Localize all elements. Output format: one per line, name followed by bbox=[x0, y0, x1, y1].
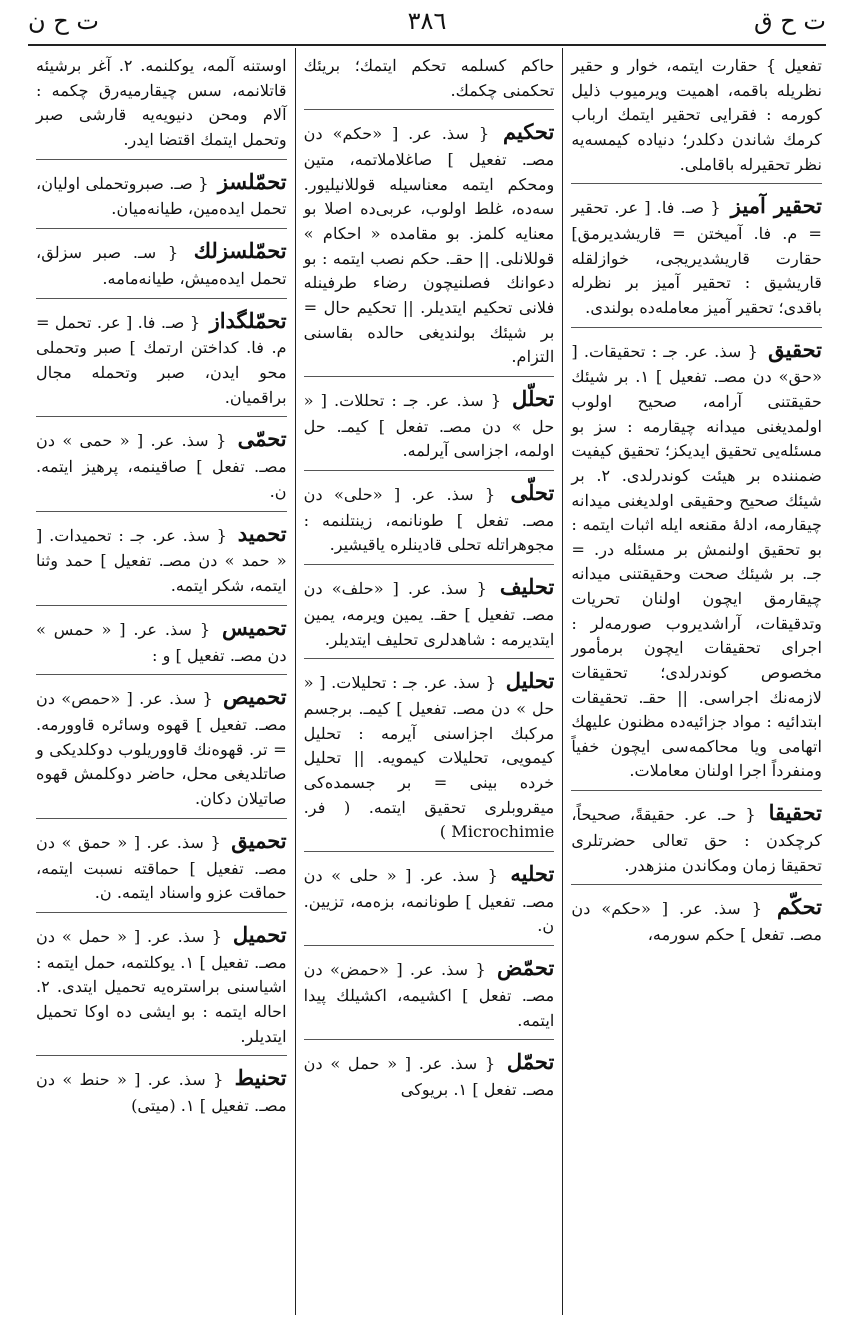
header-right-letters: ت ح ق bbox=[754, 7, 826, 35]
entry-definition: { سذ. عر. جـ : تحللات. [ « حل » دن مصـ. تفعل ] كيمـ. حل اولمه، اجزاسى آيرلمه. bbox=[303, 390, 555, 461]
page-header bbox=[28, 0, 826, 42]
entry-headword: تحمّلسز bbox=[217, 168, 287, 194]
dictionary-entry bbox=[571, 334, 822, 792]
entry-definition: { حـ. عر. حقيقةً، صحيحاً، كرچكدن : حق تعالى حضرتلرى تحقيقا زمان ومكاندن منزهدر. bbox=[571, 805, 822, 875]
dictionary-entry bbox=[36, 423, 287, 511]
dictionary-entry bbox=[571, 797, 822, 885]
entry-headword: تحكّم bbox=[777, 894, 822, 920]
entry-definition: { سذ. عر. [ «حمص» دن مصـ. تفعيل ] قهوه وسائره قاوورمه. = تر. قهوه‌نك قاووريلوب دوكلديكى و صاتلديغى محل، حاضر دوكلمش قهوه صاتيلان دكان. bbox=[35, 689, 287, 808]
dictionary-entry bbox=[571, 54, 822, 184]
entry-headword: تحمّلگداز bbox=[209, 307, 287, 333]
entry-definition: { صـ. فا. [ عر. تحقير = م. فا. آميختن = قاريشديرمق] حقارت قاريشديريجى، خوازلقله قاريشيق : تحقير آميز بر نظرله باقدى؛ تحقير آميز معامله‌ده بولندى. bbox=[571, 198, 822, 317]
dictionary-entry bbox=[304, 116, 555, 377]
entry-headword: تحنيط bbox=[234, 1065, 287, 1091]
entry-definition: حاكم كسلمه تحكم ايتمك؛ بريئك تحكمنى چكمك. bbox=[303, 56, 555, 100]
dictionary-entry bbox=[36, 681, 287, 818]
entry-definition: { سذ. عر. جـ : تحميدات. [ « حمد » دن مصـ. تفعيل ] حمد وثنا ايتمه، شكر ايتمه. bbox=[35, 525, 287, 596]
dictionary-entry bbox=[304, 383, 555, 471]
dictionary-entry bbox=[36, 1062, 287, 1125]
entry-headword: تحمّلسزلك bbox=[193, 238, 287, 264]
entry-headword: تحكيم bbox=[503, 119, 555, 145]
entry-headword: تحقير آميز bbox=[730, 193, 822, 219]
entry-definition: { سذ. عر. [ « حمل » دن مصـ. تفعيل ] ١. يوكلتمه، حمل ايتمه : اشياسنى براستره‌يه تحميل ايتدى. ٢. احاله ايتمه : بو ايشى ده اوكا تحميل ايتديلر. bbox=[35, 926, 287, 1046]
entry-definition: { سذ. عر. [ « حمى » دن مصـ. تفعل ] صاقينمه، پرهيز ايتمه. ن. bbox=[35, 431, 287, 501]
entry-definition: { سذ. عر. [ «حلف» دن مصـ. تفعيل ] حقـ. يمين ويرمه، يمين ايتديرمه : شاهدلرى تحليف ايتديلر. bbox=[303, 579, 555, 649]
entry-definition: { سـ. صبر سزلق، تحمل ايده‌ميش، طيانه‌مامه. bbox=[35, 243, 287, 288]
entry-headword: تحلّى bbox=[510, 479, 555, 505]
entry-definition: { سذ. عر. [ «حكم» دن مصـ. تفعل ] حكم سورمه، bbox=[571, 899, 822, 945]
entry-definition: { سذ. عر. [ «حلى» دن مصـ. تفعل ] طونانمه، زينتلنمه : مجوهراتله تحلى قادينلره ياقيشير. bbox=[303, 484, 555, 555]
entry-headword: تحمّل bbox=[506, 1049, 555, 1075]
entry-headword: تحميد bbox=[237, 520, 287, 546]
entry-definition: { سذ. عر. [ «حكم» دن مصـ. تفعيل ] صاغلاملاتمه، متين ومحكم ايتمه معناسيله قوللانيليور. سه‌ده، غلط اولوب، عربى‌ده اصلا بو معنايه كلمز. بو مقامده « احكام » قوللانلى. || حقـ. حكم نصب ايتمه : بو دعوانك فصلنيچون رضاء طرفينله فلانى تحكيم ايتديلر. || تحكيم حال = بر شيئك بولنديغى حالده بقاسنى التزام. bbox=[303, 124, 555, 367]
entry-headword: تحميل bbox=[232, 921, 287, 947]
dictionary-entry bbox=[304, 665, 555, 852]
entry-headword: تحقيقا bbox=[768, 800, 822, 826]
entry-headword: تحليف bbox=[499, 574, 555, 600]
entry-definition: { سذ. عر. [ « حنط » دن مصـ. تفعيل ] ١. (ميتى) bbox=[35, 1070, 287, 1116]
entry-definition: { صـ. صبروتحملى اوليان، تحمل ايده‌مين، طيانه‌ميان. bbox=[35, 173, 287, 219]
dictionary-entry bbox=[36, 518, 287, 606]
entry-headword: تحلّل bbox=[512, 385, 555, 411]
dictionary-entry bbox=[304, 477, 555, 565]
dictionary-entry bbox=[36, 166, 287, 230]
column-middle bbox=[296, 48, 564, 1315]
entry-definition: { سذ. عر. [ « حلى » دن مصـ. تفعيل ] طونانمه، بزه‌مه، تزيين. ن. bbox=[303, 865, 555, 936]
entry-definition: { سذ. عر. [ «حمض» دن مصـ. تفعل ] اكشيمه، اكشيلك پيدا ايتمه. bbox=[303, 960, 555, 1030]
dictionary-entry bbox=[36, 919, 287, 1056]
entry-headword: تحميس bbox=[222, 614, 287, 640]
page-number: ٣٨٦ bbox=[407, 7, 447, 35]
entry-definition: { سذ. عر. جـ : تحقيقات. [ «حق» دن مصـ. تفعيل ] ١. بر شيئك حقيقتنى آرامه، صحيح اولوب اولمديغنى ميدانه چيقارمه : سز بو مسئله‌يى تحقيق ايديكز؛ تحقيق كيفيت ضمننده بر هيئت كوندرلدى. ٢. بر شيئك صحيح وحقيقى اولديغنى ميدانه چيقارمه، ادلهٔ مقنعه ايله اثبات ايتمه : بو تحقيق اولنمش بر مسئله در. = جـ. بر شيئك صحت وحقيقتنى ميدانه چيقارمق ايچون اولنان تحريات وتدقيقات، آراشديروب صورمه‌لر : اجراى تحقيقات ايچون برمأمور مخصوص كوندرلدى؛ تحقيقات لازمه‌نك اجراسى. || حقـ. تحقيقات ابتدائيه : مواد جزائيه‌ده مظنون عليهك اتهامى ويا محاكمه‌سى ايچون خفياً ومنفرداً اجرا اولنان معاملات. bbox=[571, 341, 822, 781]
entry-definition: { صـ. فا. [ عر. تحمل = م. فا. كداختن ارتمك ] صبر وتحملى محو ايدن، صبر وتحمله مجال براقميان. bbox=[35, 312, 287, 407]
entry-headword: تحقيق bbox=[768, 336, 822, 362]
dictionary-entry bbox=[304, 1046, 555, 1109]
dictionary-entry bbox=[571, 190, 822, 327]
entry-headword: تحمّض bbox=[497, 955, 555, 981]
entry-definition: { سذ. عر. [ « حمل » دن مصـ. تفعل ] ١. بريوكى bbox=[303, 1054, 555, 1100]
dictionary-entry bbox=[304, 858, 555, 946]
header-left-letters: ت ح ن bbox=[28, 7, 99, 35]
column-left bbox=[28, 48, 296, 1315]
entry-headword: تحليه bbox=[510, 860, 555, 886]
entry-definition: تفعيل } حقارت ايتمه، خوار و حقير نظريله باقمه، اهميت ويرميوب ذليل كورمه : فقرايى تحقير ايتمك ارباب كرمك شاندن دكلدر؛ دنياده كيمسه‌يه نظر تحقيرله باقاملى. bbox=[571, 56, 822, 174]
dictionary-entry bbox=[304, 54, 555, 110]
columns bbox=[28, 48, 830, 1315]
dictionary-entry bbox=[304, 952, 555, 1040]
entry-headword: تحمّى bbox=[237, 426, 287, 452]
entry-headword: تحميص bbox=[223, 684, 287, 710]
entry-definition: اوستنه آلمه، يوكلنمه. ٢. آغر برشيئه قاتلانمه، سس چيقارميه‌رق چكمه : آلام ومحن دنيويه‌يه قارشى صبر وتحمل ايتمك اقتضا ايدر. bbox=[35, 56, 287, 149]
entry-headword: تحليل bbox=[505, 668, 555, 694]
dictionary-entry bbox=[36, 612, 287, 676]
dictionary-entry bbox=[36, 825, 287, 913]
entry-definition: { سذ. عر. [ « حمس » دن مصـ. تفعيل ] و : bbox=[35, 619, 287, 665]
dictionary-entry bbox=[36, 54, 287, 160]
dictionary-entry bbox=[36, 305, 287, 418]
header-rule bbox=[28, 44, 826, 46]
entry-definition: { سذ. عر. [ « حمق » دن مصـ. تفعيل ] حماقته نسبت ايتمه، حماقت عزو واسناد ايتمه. ن. bbox=[35, 832, 287, 903]
dictionary-entry bbox=[571, 891, 822, 954]
entry-definition: { سذ. عر. جـ : تحليلات. [ « حل » دن مصـ. تفعيل ] كيمـ. برجسم مركبك اجزاسنى آيرمه : تحليل كيمويى، تحليلات كيمويه. || تحليل خرده بينى = بر جسمده‌كى ميقروبلرى تحقيق ايتمه. ( فر. Microchimie ) bbox=[303, 673, 555, 842]
column-right bbox=[563, 48, 830, 1315]
entry-headword: تحميق bbox=[231, 827, 287, 853]
dictionary-entry bbox=[304, 571, 555, 659]
dictionary-entry bbox=[36, 235, 287, 299]
